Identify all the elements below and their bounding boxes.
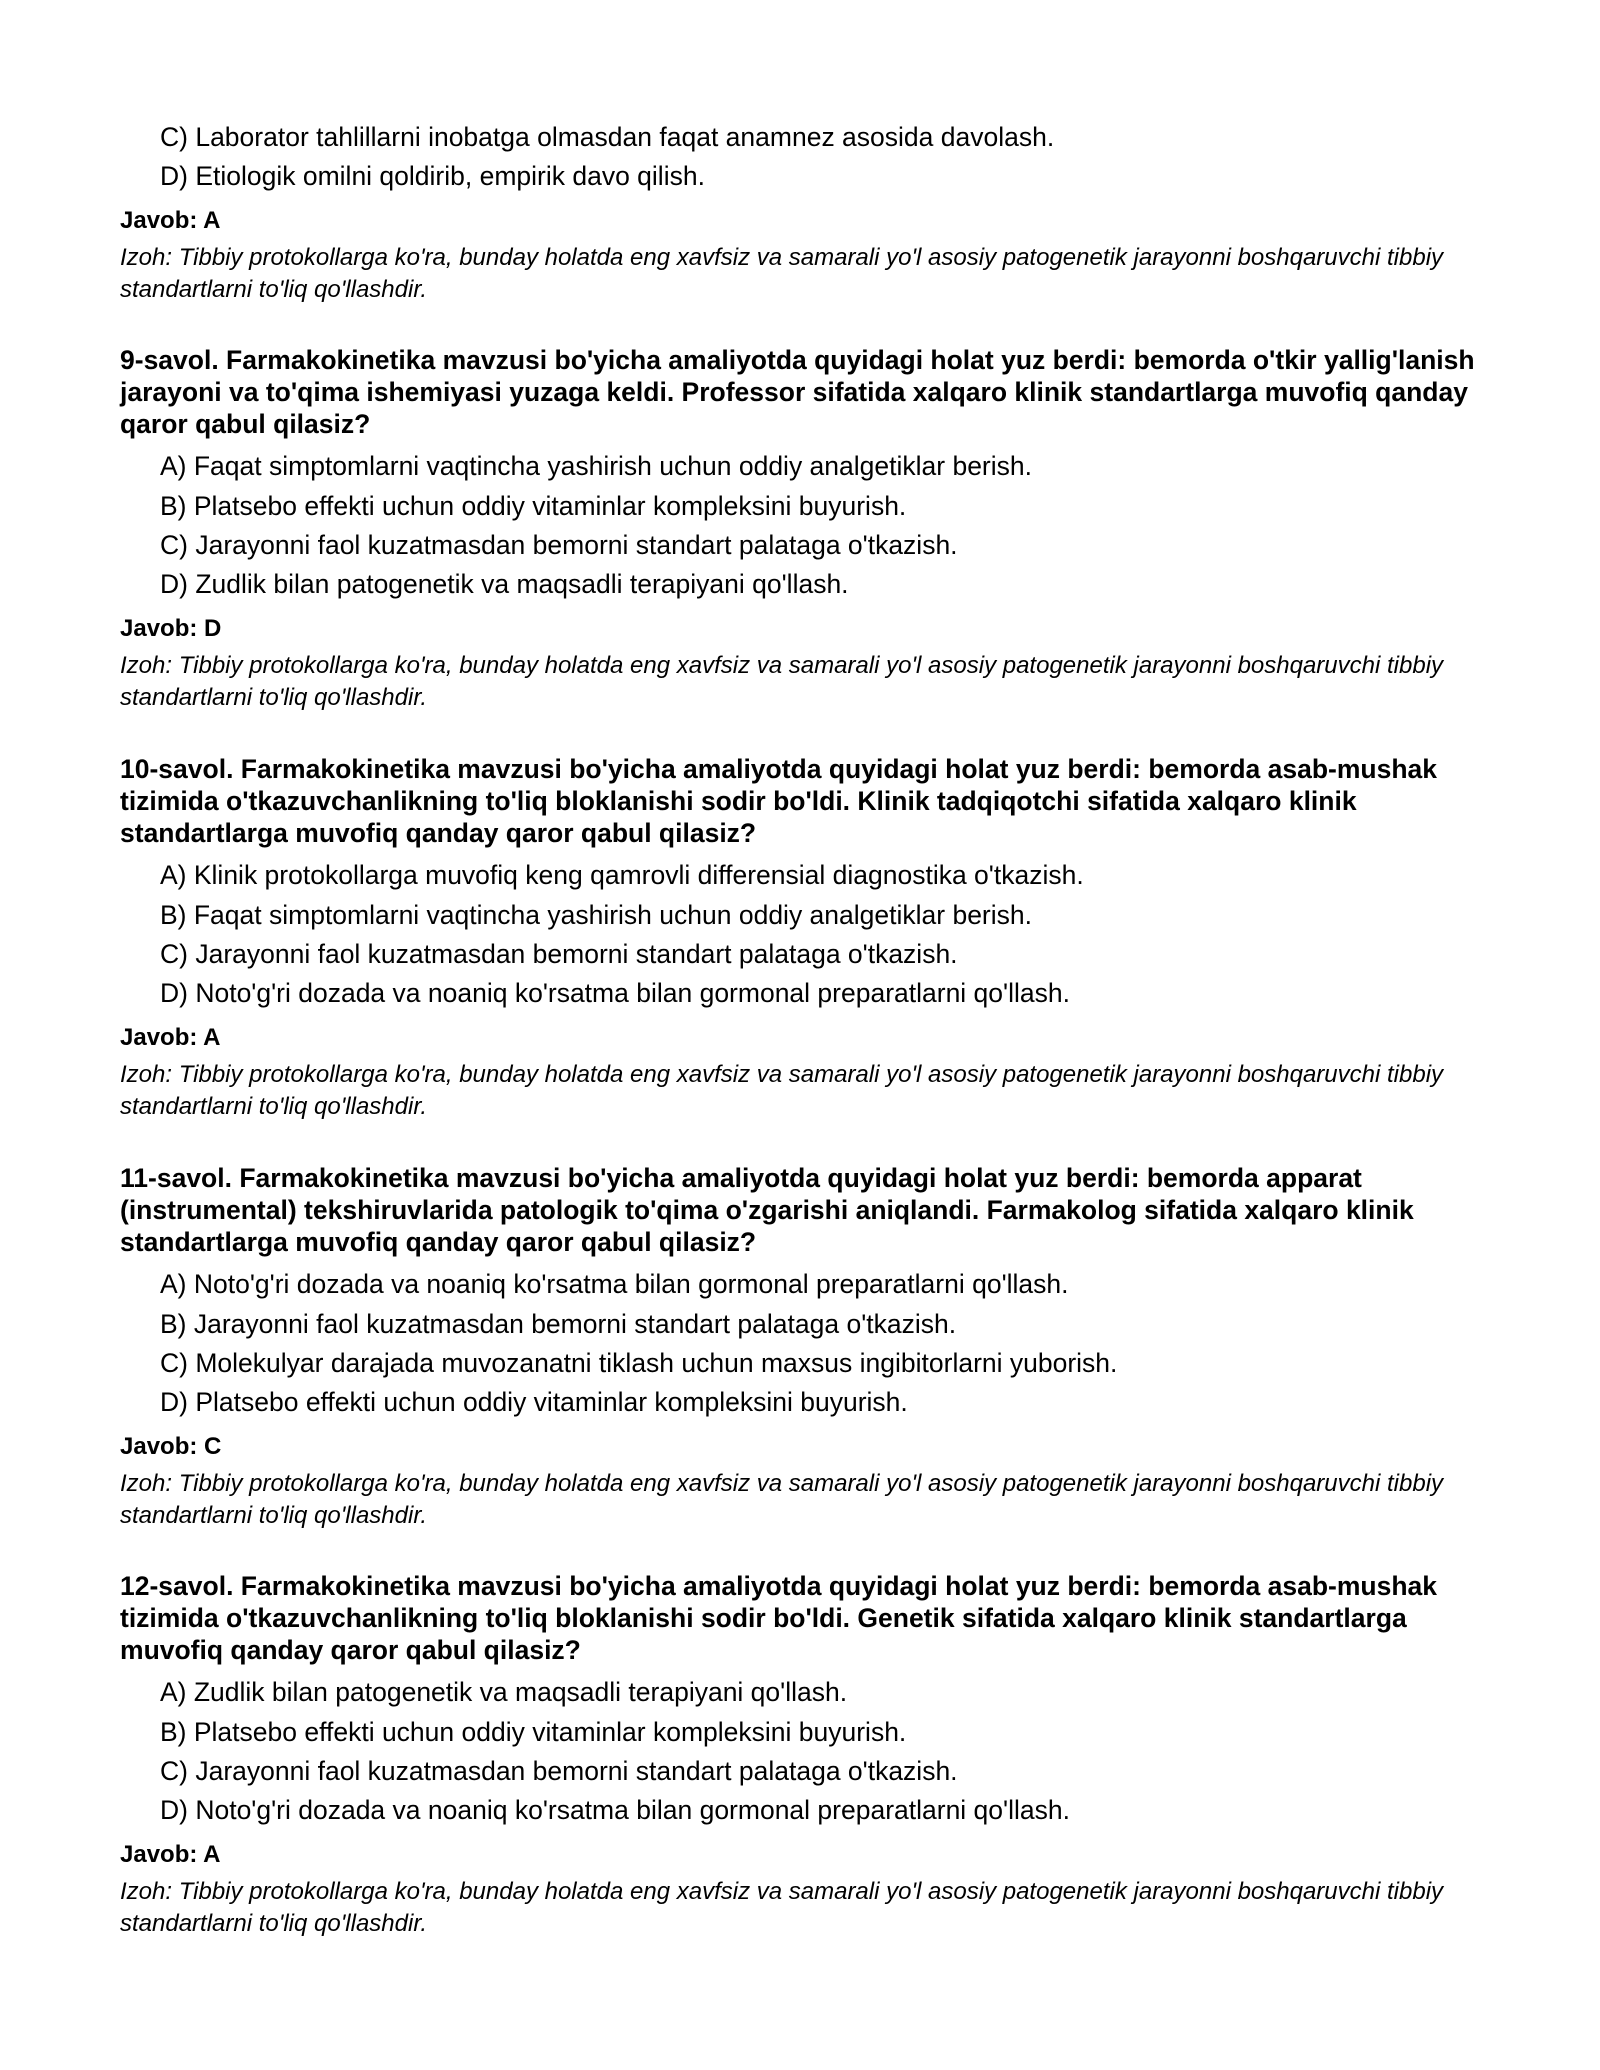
option-b: B) Platsebo effekti uchun oddiy vitaminlar kompleksini buyurish. [160, 491, 907, 521]
option-a: A) Zudlik bilan patogenetik va maqsadli terapiyani qo'llash. [160, 1677, 848, 1707]
question-text: 9-savol. Farmakokinetika mavzusi bo'yicha amaliyotda quyidagi holat yuz berdi: bemorda o'tkir yallig'lanish jarayoni va to'qima ishemiyasi yuzaga keldi. Professor sifatida xalqaro klinik standartlarga muvofiq qanday qaror qabul qilasiz? [120, 345, 1475, 439]
answer-label: Javob: D [120, 615, 222, 642]
answer-label: Javob: C [120, 1433, 222, 1460]
question-text: 11-savol. Farmakokinetika mavzusi bo'yicha amaliyotda quyidagi holat yuz berdi: bemorda apparat (instrumental) tekshiruvlarida patologik to'qima o'zgarishi aniqlandi. Farmakolog sifatida xalqaro klinik standartlarga muvofiq qanday qaror qabul qilasiz? [120, 1163, 1414, 1257]
option-a: A) Klinik protokollarga muvofiq keng qamrovli differensial diagnostika o'tkazish. [160, 860, 1084, 890]
explanation: Izoh: Tibbiy protokollarga ko'ra, bunday holatda eng xavfsiz va samarali yo'l asosiy patogenetik jarayonni boshqaruvchi tibbiy standartlarni to'liq qo'llashdir. [120, 652, 1444, 711]
option-a: A) Noto'g'ri dozada va noaniq ko'rsatma bilan gormonal preparatlarni qo'llash. [160, 1269, 1069, 1299]
explanation: Izoh: Tibbiy protokollarga ko'ra, bunday holatda eng xavfsiz va samarali yo'l asosiy patogenetik jarayonni boshqaruvchi tibbiy standartlarni to'liq qo'llashdir. [120, 244, 1444, 303]
answer-label: Javob: A [120, 1024, 221, 1051]
answer-label: Javob: A [120, 1841, 221, 1868]
option-d: D) Noto'g'ri dozada va noaniq ko'rsatma bilan gormonal preparatlarni qo'llash. [160, 1795, 1070, 1825]
option-c: C) Jarayonni faol kuzatmasdan bemorni standart palataga o'tkazish. [160, 530, 958, 560]
option-c: C) Jarayonni faol kuzatmasdan bemorni standart palataga o'tkazish. [160, 1756, 958, 1786]
explanation: Izoh: Tibbiy protokollarga ko'ra, bunday holatda eng xavfsiz va samarali yo'l asosiy patogenetik jarayonni boshqaruvchi tibbiy standartlarni to'liq qo'llashdir. [120, 1470, 1444, 1529]
answer-label: Javob: A [120, 207, 221, 234]
option-b: B) Jarayonni faol kuzatmasdan bemorni standart palataga o'tkazish. [160, 1309, 957, 1339]
option-c: C) Jarayonni faol kuzatmasdan bemorni standart palataga o'tkazish. [160, 939, 958, 969]
option-c: C) Laborator tahlillarni inobatga olmasdan faqat anamnez asosida davolash. [160, 122, 1055, 152]
question-text: 12-savol. Farmakokinetika mavzusi bo'yicha amaliyotda quyidagi holat yuz berdi: bemorda asab-mushak tizimida o'tkazuvchanlikning to'liq bloklanishi sodir bo'ldi. Genetik sifatida xalqaro klinik standartlarga muvofiq qanday qaror qabul qilasiz? [120, 1571, 1437, 1665]
question-text: 10-savol. Farmakokinetika mavzusi bo'yicha amaliyotda quyidagi holat yuz berdi: bemorda asab-mushak tizimida o'tkazuvchanlikning to'liq bloklanishi sodir bo'ldi. Klinik tadqiqotchi sifatida xalqaro klinik standartlarga muvofiq qanday qaror qabul qilasiz? [120, 754, 1437, 848]
option-b: B) Platsebo effekti uchun oddiy vitaminlar kompleksini buyurish. [160, 1717, 907, 1747]
option-d: D) Platsebo effekti uchun oddiy vitaminlar kompleksini buyurish. [160, 1387, 908, 1417]
option-a: A) Faqat simptomlarni vaqtincha yashirish uchun oddiy analgetiklar berish. [160, 451, 1032, 481]
option-b: B) Faqat simptomlarni vaqtincha yashirish uchun oddiy analgetiklar berish. [160, 900, 1032, 930]
option-d: D) Zudlik bilan patogenetik va maqsadli terapiyani qo'llash. [160, 569, 849, 599]
option-c: C) Molekulyar darajada muvozanatni tiklash uchun maxsus ingibitorlarni yuborish. [160, 1348, 1118, 1378]
explanation: Izoh: Tibbiy protokollarga ko'ra, bunday holatda eng xavfsiz va samarali yo'l asosiy patogenetik jarayonni boshqaruvchi tibbiy standartlarni to'liq qo'llashdir. [120, 1061, 1444, 1120]
explanation: Izoh: Tibbiy protokollarga ko'ra, bunday holatda eng xavfsiz va samarali yo'l asosiy patogenetik jarayonni boshqaruvchi tibbiy standartlarni to'liq qo'llashdir. [120, 1878, 1444, 1937]
option-d: D) Etiologik omilni qoldirib, empirik davo qilish. [160, 161, 705, 191]
option-d: D) Noto'g'ri dozada va noaniq ko'rsatma bilan gormonal preparatlarni qo'llash. [160, 978, 1070, 1008]
